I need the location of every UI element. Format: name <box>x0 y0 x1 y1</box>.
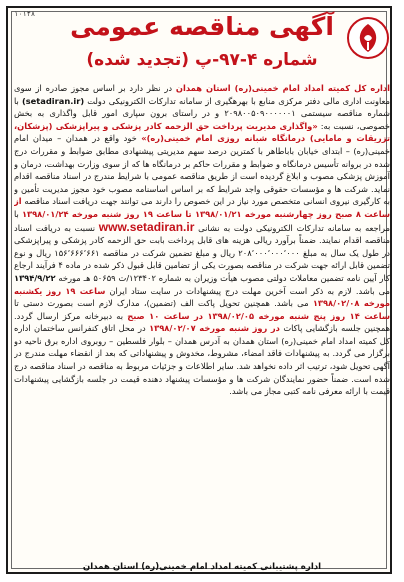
doc-number: ۱۰۱۴۸ <box>14 10 36 18</box>
ad-body <box>14 82 390 544</box>
body-text-1b: با شماره مناقصه سیستمی ۲۰۹۸۰۰۵۰۹۰۰۰۰۰۰۱ و در راستای برون سپاری امور قابل واگذاری به بخش خصوصی، نسبت به: <box>14 95 390 131</box>
body-text-5b: به دبیرخانه مرکز ارسال گردد. همچنین جلسه بازگشایی پاکات <box>14 310 390 334</box>
body-text-3b: نسبت به دریافت اسناد مناقصه اقدام نمایند. ضمناً برآورد ریالی هزینه های قابل پرداخت بابت حق الزحمه کادر پزشکی و پیراپزشکی در طول یک سال به مبلغ ۲۰۸٬۰۰۰٬۰۰۰٬۰۰۰ ریال و مبلغ تضمین شرکت در مناقصه ۱۵۶٬۶۶۶٬۶۶۱ ریال و نوع تضمین قابل ارائه جهت شرکت در مناقصه بصورت یکی از تضامین قابل قبول ذکر شده در ماده ۴ فرآیند ارجاع کار آیین نامه تضمین معاملات دولتی مصوب هیأت وزیران به شماره ۱۲۳۴۰۲/ت ۵۰۶۵۹ هـ مورخه <box>14 222 390 283</box>
submission-deadline: ساعت ۱۹ روز یکشنبه مورخه ۱۳۹۸/۰۲/۰۸ <box>14 285 390 309</box>
envelope-delivery-deadline: ساعت ۱۴ روز پنج شنبه مورخه ۱۳۹۸/۰۲/۰۵ در ساعت ۱۰ صبح <box>127 310 390 321</box>
body-text-4: می باشد. لازم به ذکر است آخرین مهلت درج پیشنهادات در سایت ستاد ایران <box>109 285 390 296</box>
setad-site-name: (setadiran.ir) <box>21 95 85 106</box>
relief-committee-logo-icon <box>346 16 390 60</box>
body-text-3: با مراجعه به سامانه تدارکات الکترونیکی دولت به نشانی <box>14 208 390 233</box>
document-receipt-period: از ساعت ۸ صبح روز چهارشنبه مورخه ۱۳۹۸/۰۱/۲۱ تا ساعت ۱۹ روز شنبه مورخه ۱۳۹۸/۰۱/۲۴ <box>14 196 390 219</box>
body-text-2: خود واقع در همدان – میدان امام خمینی(ره) – ابتدای خیابان باباطاهر با کمترین درصد سهم مدیریتی پیشنهادی مطابق ضوابط و مقررات درج شده در بروانه تأسیس درمانگاه و ضوابط و مقررات حاکم بر درمانگاه ها که از سوی وزارت بهداشت، درمان و آموزش پزشکی مصوب و ابلاغ گردیده است از طریق مناقصه عمومی با شرایط مندرج در اسناد مناقصه اقدام نماید. شرکت ها و مؤسسات حقوقی واجد شرایط که بر اساس اساسنامه مصوب خود مجوز مدیریت تأمین و به کارگیری نیروی انسانی متخصص مورد نیاز در این خصوص را دارند می توانند جهت دریافت اسناد مناقصه <box>14 133 390 207</box>
setadiran-url-link[interactable]: www.setadiran.ir <box>98 219 195 234</box>
opening-session-date: در روز شنبه مورخه ۱۳۹۸/۰۲/۰۷ <box>149 323 280 334</box>
ad-footer: اداره پشتیبانی کمیته امداد امام خمینی(ره) استان همدان <box>82 562 322 572</box>
body-text-5: مدارک لازم است بصورت دستی تا <box>14 298 140 309</box>
regulation-date: ۱۳۹۴/۹/۲۲ <box>14 272 56 283</box>
ad-subtitle: شماره ۴-۹۷-پ (تجدید شده) <box>86 50 318 70</box>
tender-subject: «واگذاری مدیریت پرداخت حق الزحمه کادر پزشکی و پیراپزشکی (پزشکان، تزریقات و مامایی) درمانگاه شبانه روزی امام خمینی(ره)» <box>14 120 390 144</box>
body-text-4b: می باشد. همچنین تحویل پاکت الف (تضمین)، <box>143 298 309 309</box>
ad-title: آگهی مناقصه عمومی <box>70 12 334 41</box>
body-text-1: در نظر دارد بر اساس مجوز صادره از سوی معاونت اداری مالی دفتر مرکزی منابع با بهرهگیری از سامانه تدارکات الکترونیکی دولت <box>14 83 390 106</box>
organization-name: اداره کل کمیته امداد امام خمینی(ره) استان همدان <box>175 83 390 93</box>
body-text-5c: در محل اتاق کنفرانس ساختمان اداره کل کمیته امداد امام خمینی(ره) استان همدان به آدرس همدان – بلوار فلسطین – روبروی اداره برق ناحیه دو برگزار می گردد. به پیشنهادات فاقد امضاء، مشروط، مخدوش و پیشنهاداتی که بعد از انقضاء مهلت مندرج در آگهی تحویل شود، ترتیب اثر داده نخواهد شد. سایر اطلاعات و جزئیات مربوط به مناقصه در اسناد مناقصه درج شده است. ضمناً حضور نمایندگان شرکت ها و مؤسسات پیشنهاد دهنده قیمت در جلسه بازگشایی پیشنهادات قیمت با ارائه معرفی نامه کتبی مجاز می باشد. <box>14 323 390 397</box>
